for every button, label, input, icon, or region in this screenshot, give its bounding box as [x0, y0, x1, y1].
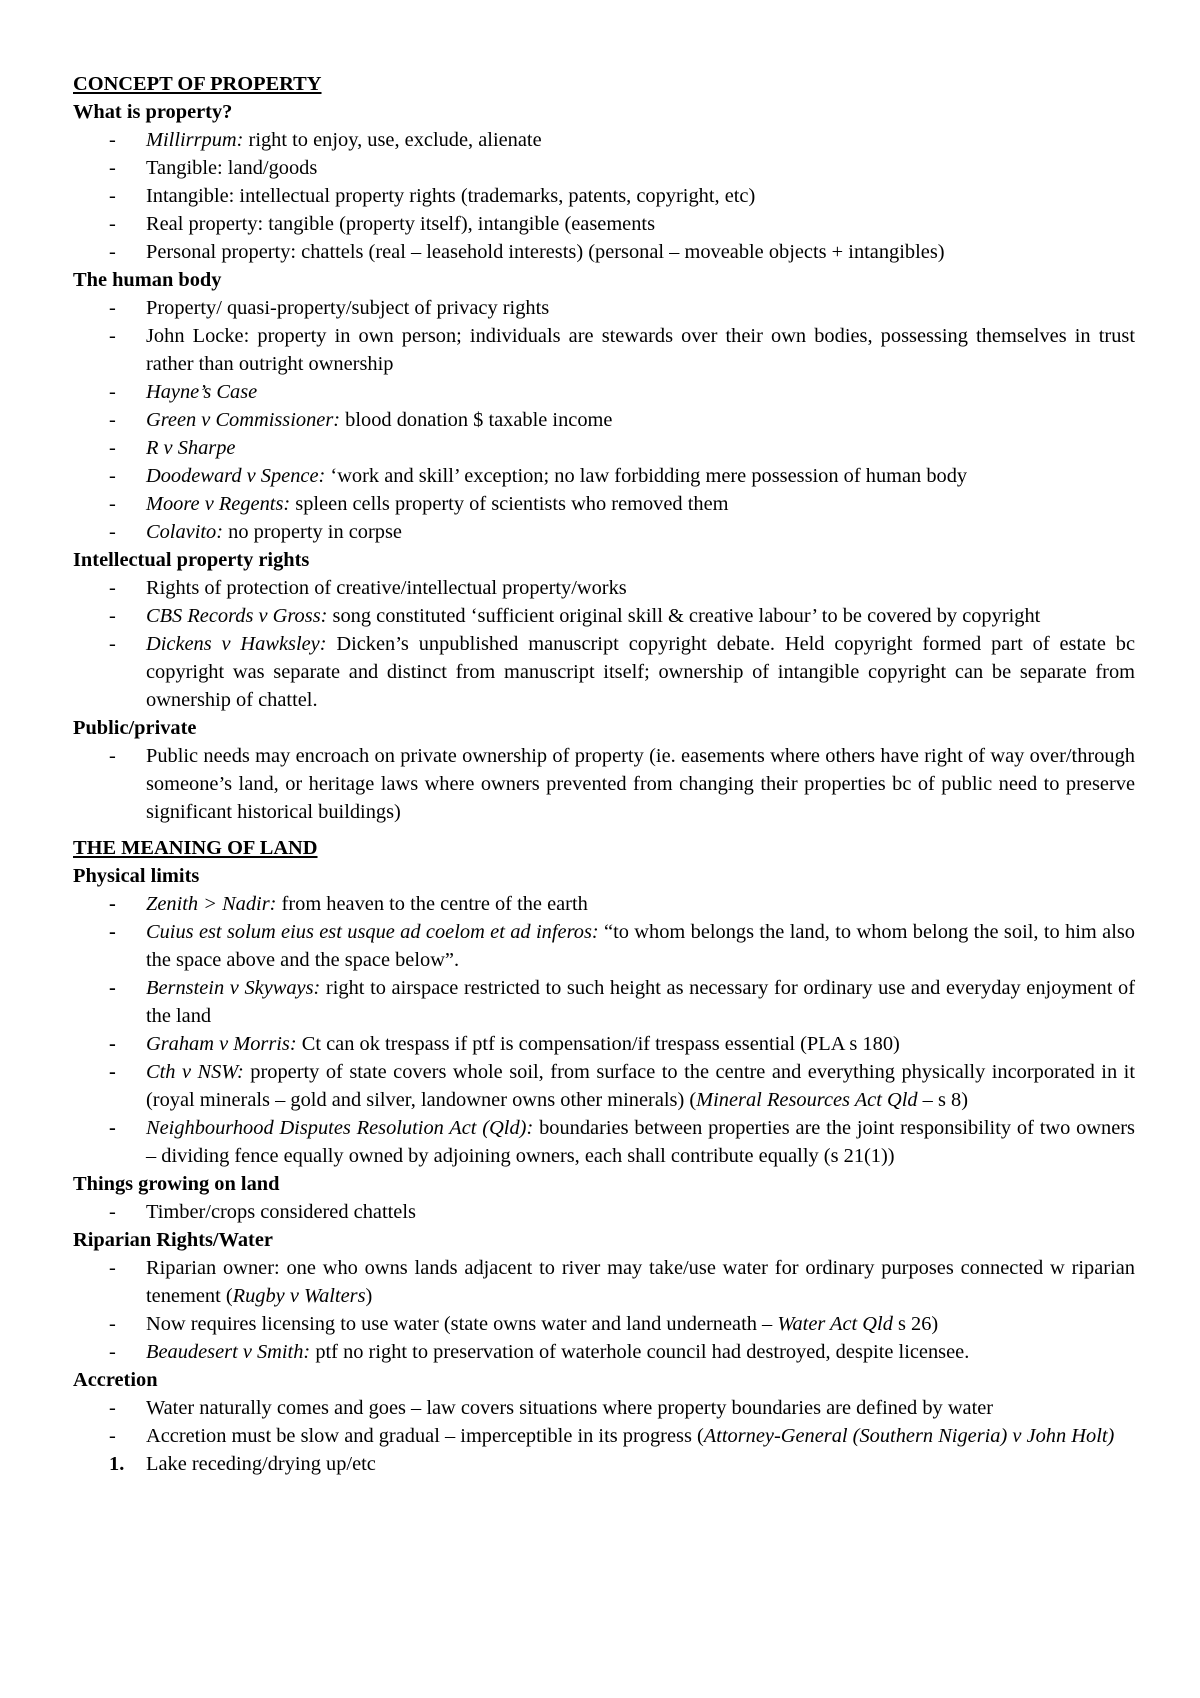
item-text: ) — [365, 1285, 373, 1307]
list-item — [73, 490, 1135, 518]
list-item — [73, 238, 1135, 266]
item-text: “to whom belongs the land, to whom belong the soil, to him also the space above and the space below”. — [146, 921, 1135, 971]
case-citation: Hayne’s Case — [146, 381, 258, 403]
list-marker: - — [109, 493, 116, 515]
case-citation: Doodeward v Spence: — [146, 465, 326, 487]
bullet-list — [73, 294, 1135, 546]
bullet-list — [73, 1394, 1135, 1478]
list-marker: - — [109, 521, 116, 543]
item-text: – s 8) — [917, 1089, 968, 1111]
list-item — [73, 918, 1135, 974]
list-item — [73, 1422, 1135, 1450]
bullet-list — [73, 742, 1135, 826]
list-item — [73, 1450, 1135, 1478]
case-citation: Millirrpum: — [146, 129, 244, 151]
list-item — [73, 182, 1135, 210]
list-marker: - — [109, 465, 116, 487]
item-text: song constituted ‘sufficient original skill & creative labour’ to be covered by copyright — [327, 605, 1041, 627]
document-body — [73, 70, 1135, 1486]
list-marker: - — [109, 1257, 116, 1279]
list-marker: - — [109, 1425, 116, 1447]
item-text: ptf no right to preservation of waterhole council had destroyed, despite licensee. — [310, 1341, 970, 1363]
bullet-list — [73, 890, 1135, 1170]
list-item — [73, 1198, 1135, 1226]
list-item — [73, 602, 1135, 630]
item-text: spleen cells property of scientists who removed them — [290, 493, 729, 515]
case-citation: Zenith > Nadir: — [146, 893, 277, 915]
subsection-heading: Public/private — [73, 717, 197, 739]
list-item — [73, 322, 1135, 378]
item-text: Now requires licensing to use water (state owns water and land underneath – — [146, 1313, 778, 1335]
subsection-heading: Riparian Rights/Water — [73, 1229, 273, 1251]
case-citation: Cuius est solum eius est usque ad coelom et ad inferos: — [146, 921, 599, 943]
case-citation: Bernstein v Skyways: — [146, 977, 321, 999]
section — [73, 70, 1135, 826]
list-marker: - — [109, 577, 116, 599]
item-text: Lake receding/drying up/etc — [146, 1453, 376, 1475]
item-text: Rights of protection of creative/intellectual property/works — [146, 577, 627, 599]
item-text: Property/ quasi-property/subject of privacy rights — [146, 297, 550, 319]
case-citation: Water Act Qld — [777, 1313, 893, 1335]
section-title: CONCEPT OF PROPERTY — [73, 73, 322, 95]
subsection-heading: The human body — [73, 269, 222, 291]
list-item — [73, 154, 1135, 182]
case-citation: Colavito: — [146, 521, 224, 543]
list-marker: - — [109, 325, 116, 347]
list-marker: - — [109, 1061, 116, 1083]
list-item — [73, 462, 1135, 490]
item-text: John Locke: property in own person; individuals are stewards over their own bodies, possessing themselves in trust rather than outright ownership — [146, 325, 1135, 375]
list-marker: - — [109, 1341, 116, 1363]
list-item — [73, 406, 1135, 434]
list-item — [73, 742, 1135, 826]
item-text: Real property: tangible (property itself), intangible (easements — [146, 213, 656, 235]
case-citation: Green v Commissioner: — [146, 409, 341, 431]
list-marker: - — [109, 921, 116, 943]
item-text: blood donation $ taxable income — [340, 409, 613, 431]
list-item — [73, 518, 1135, 546]
case-citation: Moore v Regents: — [146, 493, 291, 515]
bullet-list — [73, 126, 1135, 266]
list-marker: - — [109, 1313, 116, 1335]
case-citation: Beaudesert v Smith: — [146, 1341, 311, 1363]
list-marker: - — [109, 1117, 116, 1139]
case-citation: Mineral Resources Act Qld — [696, 1089, 918, 1111]
list-marker: - — [109, 409, 116, 431]
list-item — [73, 378, 1135, 406]
list-marker: - — [109, 605, 116, 627]
list-marker: - — [109, 185, 116, 207]
list-item — [73, 434, 1135, 462]
item-text: Timber/crops considered chattels — [146, 1201, 416, 1223]
list-marker: - — [109, 977, 116, 999]
item-text: Intangible: intellectual property rights (trademarks, patents, copyright, etc) — [146, 185, 756, 207]
list-item — [73, 890, 1135, 918]
section — [73, 834, 1135, 1478]
list-item — [73, 574, 1135, 602]
list-marker: - — [109, 1033, 116, 1055]
item-text: right to airspace restricted to such height as necessary for ordinary use and everyday enjoyment of the land — [146, 977, 1135, 1027]
subsection-heading: Accretion — [73, 1369, 158, 1391]
list-marker: - — [109, 297, 116, 319]
item-text: Dicken’s unpublished manuscript copyright debate. Held copyright formed part of estate bc copyright was separate and distinct from manuscript itself; ownership of intangible copyright can be separate from ownership of chattel. — [146, 633, 1135, 711]
list-item — [73, 974, 1135, 1030]
subsection-heading: Intellectual property rights — [73, 549, 310, 571]
item-text: no property in corpse — [223, 521, 402, 543]
item-text: from heaven to the centre of the earth — [276, 893, 588, 915]
bullet-list — [73, 1254, 1135, 1366]
list-item — [73, 210, 1135, 238]
list-item — [73, 1030, 1135, 1058]
item-text: right to enjoy, use, exclude, alienate — [243, 129, 542, 151]
item-text: Riparian owner: one who owns lands adjacent to river may take/use water for ordinary purposes connected w riparian tenement ( — [146, 1257, 1135, 1307]
item-text: s 26) — [892, 1313, 939, 1335]
list-item — [73, 1114, 1135, 1170]
case-citation: CBS Records v Gross: — [146, 605, 328, 627]
item-text: Accretion must be slow and gradual – imperceptible in its progress ( — [146, 1425, 704, 1447]
list-marker: - — [109, 437, 116, 459]
list-marker: - — [109, 241, 116, 263]
list-item — [73, 1338, 1135, 1366]
bullet-list — [73, 574, 1135, 714]
list-marker: - — [109, 1397, 116, 1419]
subsection-heading: Things growing on land — [73, 1173, 280, 1195]
item-text: Ct can ok trespass if ptf is compensation/if trespass essential (PLA s 180) — [296, 1033, 900, 1055]
subsection-heading: What is property? — [73, 101, 233, 123]
list-marker: - — [109, 633, 116, 655]
bullet-list — [73, 1198, 1135, 1226]
list-marker: - — [109, 129, 116, 151]
case-citation: Neighbourhood Disputes Resolution Act (Qld): — [146, 1117, 534, 1139]
list-marker: - — [109, 213, 116, 235]
list-item — [73, 126, 1135, 154]
item-text: ‘work and skill’ exception; no law forbidding mere possession of human body — [325, 465, 968, 487]
item-text: property of state covers whole soil, from surface to the centre and everything physically incorporated in it (royal minerals – gold and silver, landowner owns other minerals) ( — [146, 1061, 1135, 1111]
item-text: Water naturally comes and goes – law covers situations where property boundaries are defined by water — [146, 1397, 994, 1419]
case-citation: Graham v Morris: — [146, 1033, 297, 1055]
list-marker: - — [109, 381, 116, 403]
list-marker: - — [109, 745, 116, 767]
item-text: boundaries between properties are the joint responsibility of two owners – dividing fence equally owned by adjoining owners, each shall contribute equally (s 21(1)) — [146, 1117, 1135, 1167]
item-text: Personal property: chattels (real – leasehold interests) (personal – moveable objects + intangibles) — [146, 241, 945, 263]
list-item — [73, 1254, 1135, 1310]
list-item — [73, 630, 1135, 714]
list-marker: 1. — [109, 1453, 125, 1475]
list-marker: - — [109, 893, 116, 915]
list-marker: - — [109, 1201, 116, 1223]
list-item — [73, 294, 1135, 322]
item-text: Tangible: land/goods — [146, 157, 318, 179]
case-citation: Cth v NSW: — [146, 1061, 244, 1083]
case-citation: Dickens v Hawksley: — [146, 633, 327, 655]
section-title: THE MEANING OF LAND — [73, 837, 318, 859]
item-text: Public needs may encroach on private ownership of property (ie. easements where others have right of way over/through someone’s land, or heritage laws where owners prevented from changing their properties bc of public need to preserve significant historical buildings) — [146, 745, 1135, 823]
list-marker: - — [109, 157, 116, 179]
case-citation: Attorney-General (Southern Nigeria) v John Holt) — [703, 1425, 1115, 1447]
subsection-heading: Physical limits — [73, 865, 200, 887]
list-item — [73, 1394, 1135, 1422]
case-citation: Rugby v Walters — [232, 1285, 366, 1307]
list-item — [73, 1310, 1135, 1338]
list-item — [73, 1058, 1135, 1114]
case-citation: R v Sharpe — [146, 437, 236, 459]
